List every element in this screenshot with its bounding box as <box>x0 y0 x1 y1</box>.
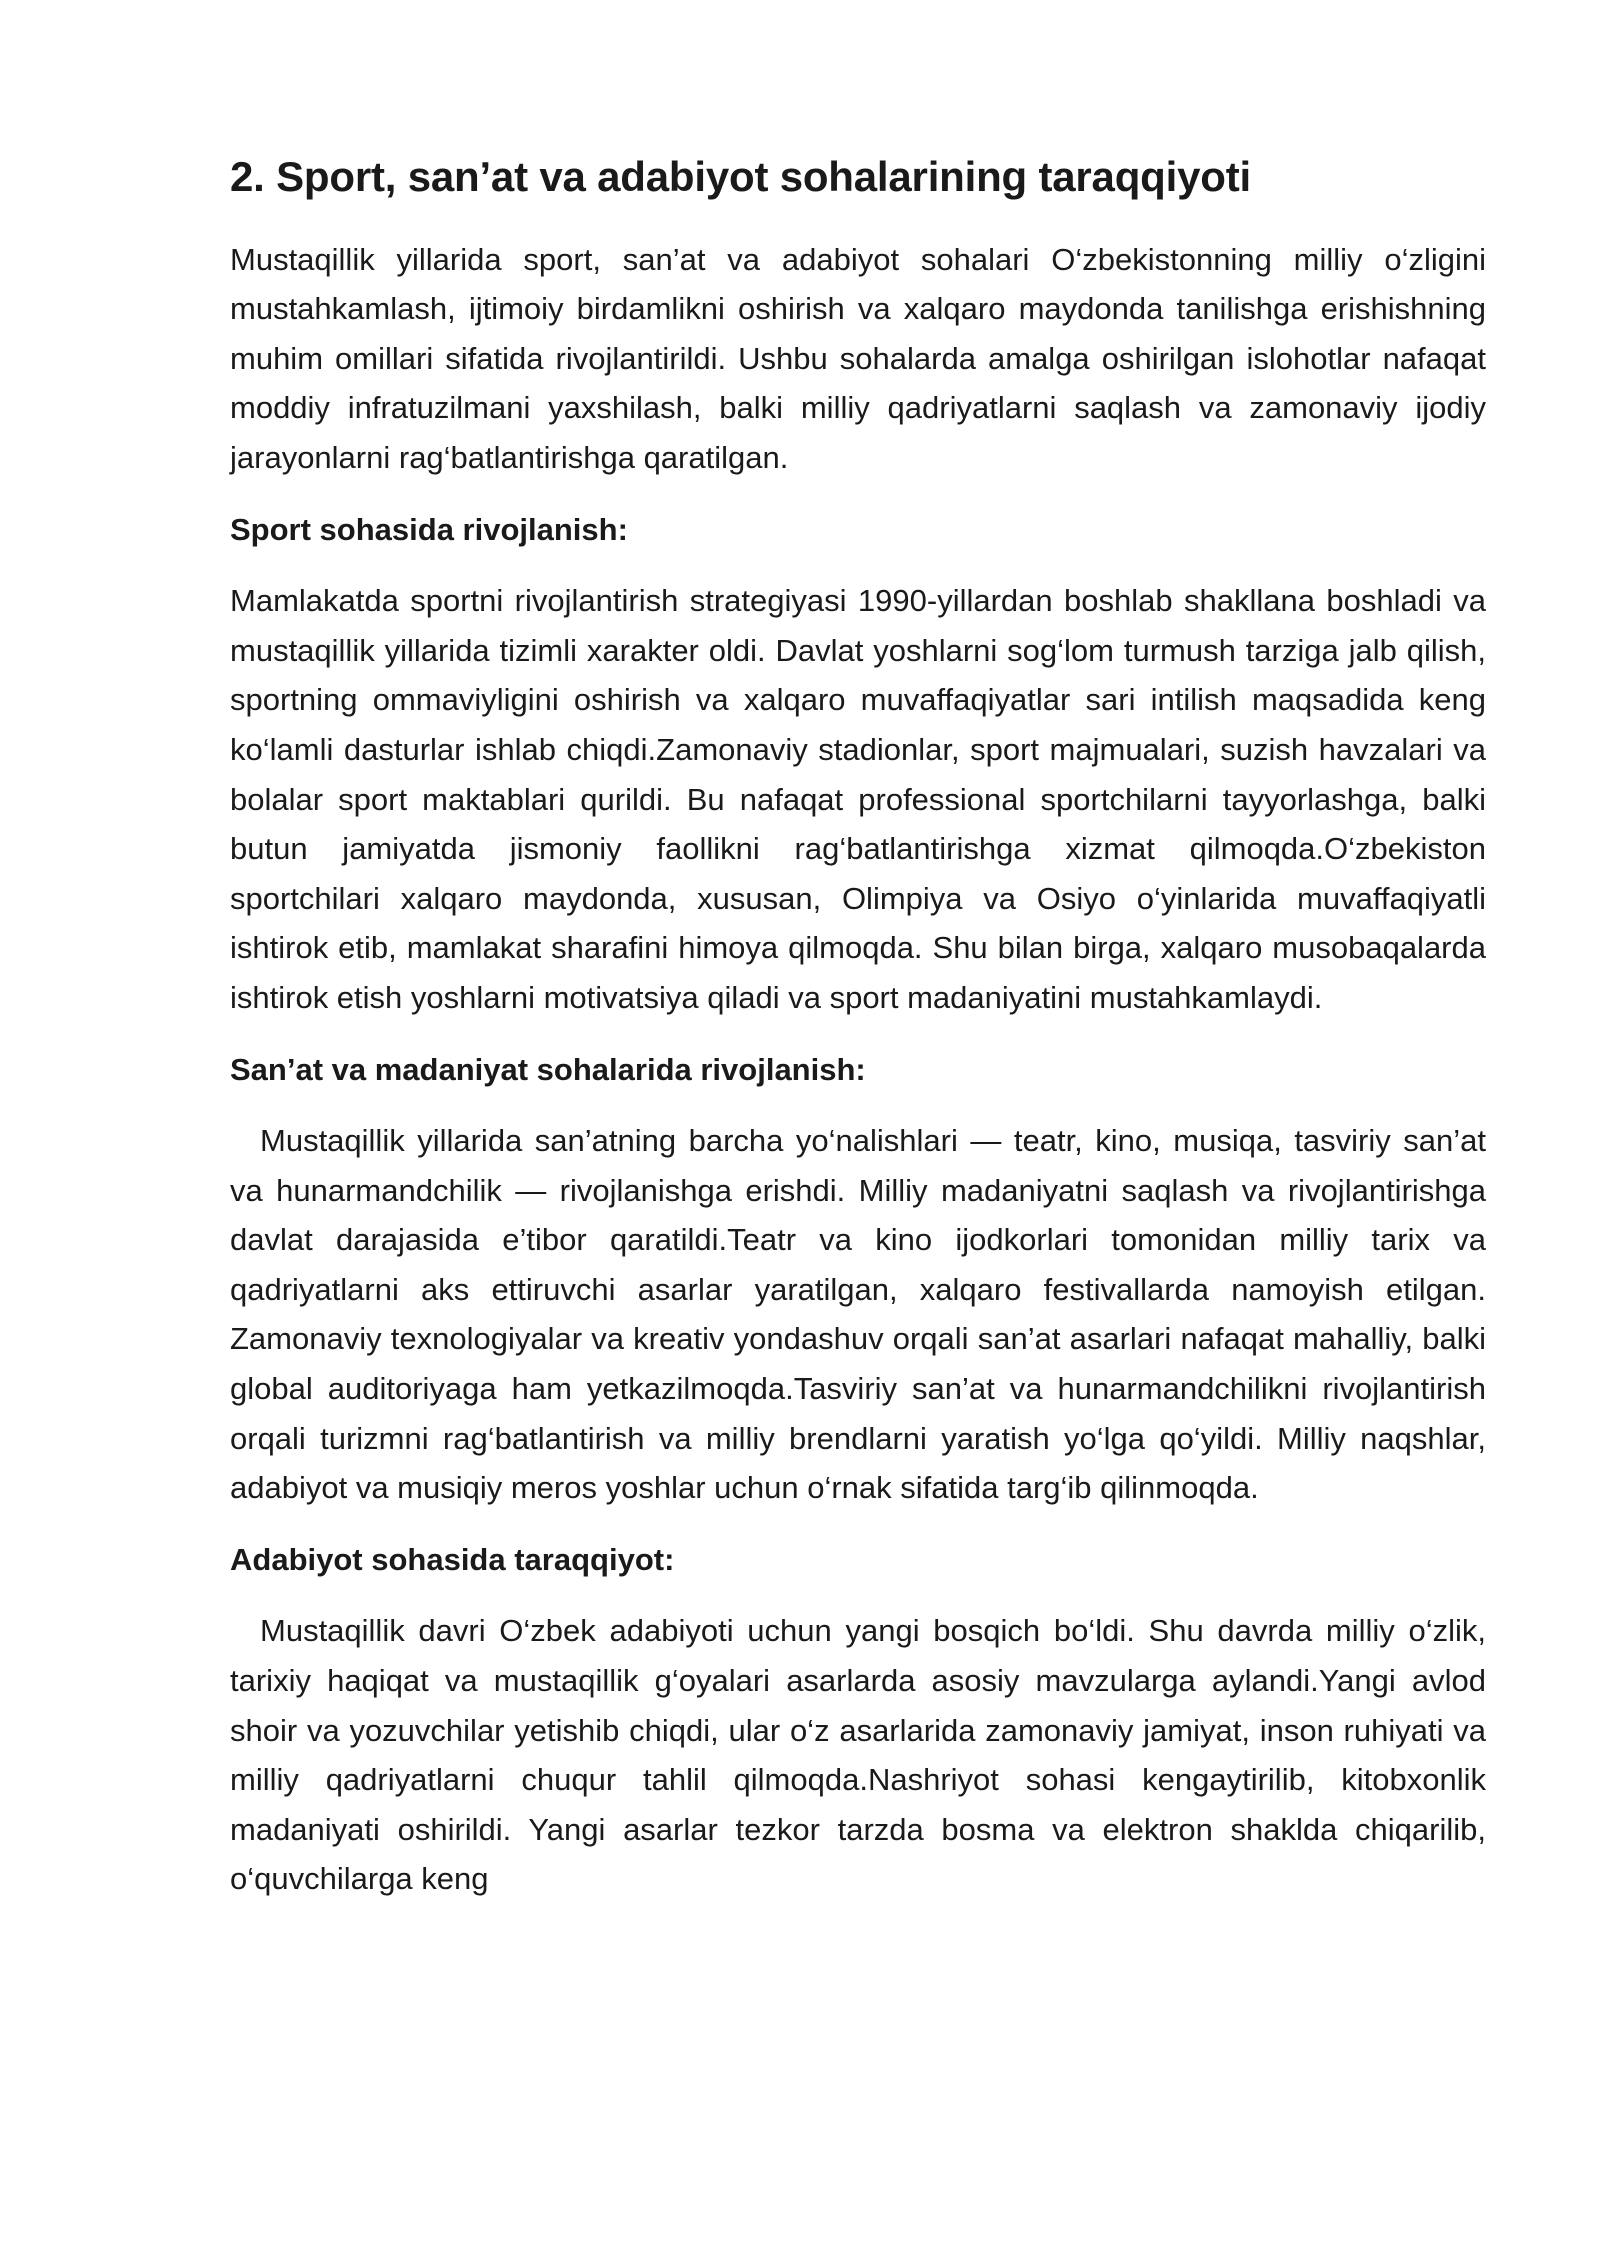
section-heading-art: San’at va madaniyat sohalarida rivojlanish: <box>230 1051 866 1087</box>
section-heading-literature: Adabiyot sohasida taraqqiyot: <box>230 1541 675 1577</box>
section-paragraph-literature: Mustaqillik davri O‘zbek adabiyoti uchun yangi bosqich bo‘ldi. Shu davrda milliy o‘zlik, tarixiy haqiqat va mustaqillik g‘oyalari asarlarda asosiy mavzularga aylandi.Yangi avlod shoir va yozuvchilar yetishib chiqdi, ular o‘z asarlarida zamonaviy jamiyat, inson ruhiyati va milliy qadriyatlarni chuqur tahlil qilmoqda.Nashriyot sohasi kengaytirilib, kitobxonlik madaniyati oshirildi. Yangi asarlar tezkor tarzda bosma va elektron shaklda chiqarilib, o‘quvchilarga keng <box>230 1613 1486 1897</box>
section-paragraph-art: Mustaqillik yillarida san’atning barcha yo‘nalishlari — teatr, kino, musiqa, tasviriy san’at va hunarmandchilik — rivojlanishga erishdi. Milliy madaniyatni saqlash va rivojlantirishga davlat darajasida e’tibor qaratildi.Teatr va kino ijodkorlari tomonidan milliy tarix va qadriyatlarni aks ettiruvchi asarlar yaratilgan, xalqaro festivallarda namoyish etilgan. Zamonaviy texnologiyalar va kreativ yondashuv orqali san’at asarlari nafaqat mahalliy, balki global auditoriyaga ham yetkazilmoqda.Tasviriy san’at va hunarmandchilikni rivojlantirish orqali turizmni rag‘batlantirish va milliy brendlarni yaratish yo‘lga qo‘yildi. Milliy naqshlar, adabiyot va musiqiy meros yoshlar uchun o‘rnak sifatida targ‘ib qilinmoqda. <box>230 1123 1486 1506</box>
section-heading-sport: Sport sohasida rivojlanish: <box>230 511 628 547</box>
section-paragraph-sport: Mamlakatda sportni rivojlantirish strategiyasi 1990-yillardan boshlab shakllana boshladi va mustaqillik yillarida tizimli xarakter oldi. Davlat yoshlarni sog‘lom turmush tarziga jalb qilish, sportning ommaviyligini oshirish va xalqaro muvaffaqiyatlar sari intilish maqsadida keng ko‘lamli dasturlar ishlab chiqdi.Zamonaviy stadionlar, sport majmualari, suzish havzalari va bolalar sport maktablari qurildi. Bu nafaqat professional sportchilarni tayyorlashga, balki butun jamiyatda jismoniy faollikni rag‘batlantirishga xizmat qilmoqda.O‘zbekiston sportchilari xalqaro maydonda, xususan, Olimpiya va Osiyo o‘yinlarida muvaffaqiyatli ishtirok etib, mamlakat sharafini himoya qilmoqda. Shu bilan birga, xalqaro musobaqalarda ishtirok etish yoshlarni motivatsiya qiladi va sport madaniyatini mustahkamlaydi. <box>230 583 1486 1015</box>
document-page <box>230 150 1486 1926</box>
document-title: 2. Sport, san’at va adabiyot sohalarining taraqqiyoti <box>230 153 1251 200</box>
intro-paragraph: Mustaqillik yillarida sport, san’at va adabiyot sohalari O‘zbekistonning milliy o‘zligini mustahkamlash, ijtimoiy birdamlikni oshirish va xalqaro maydonda tanilishga erishishning muhim omillari sifatida rivojlantirildi. Ushbu sohalarda amalga oshirilgan islohotlar nafaqat moddiy infratuzilmani yaxshilash, balki milliy qadriyatlarni saqlash va zamonaviy ijodiy jarayonlarni rag‘batlantirishga qaratilgan. <box>230 241 1486 475</box>
